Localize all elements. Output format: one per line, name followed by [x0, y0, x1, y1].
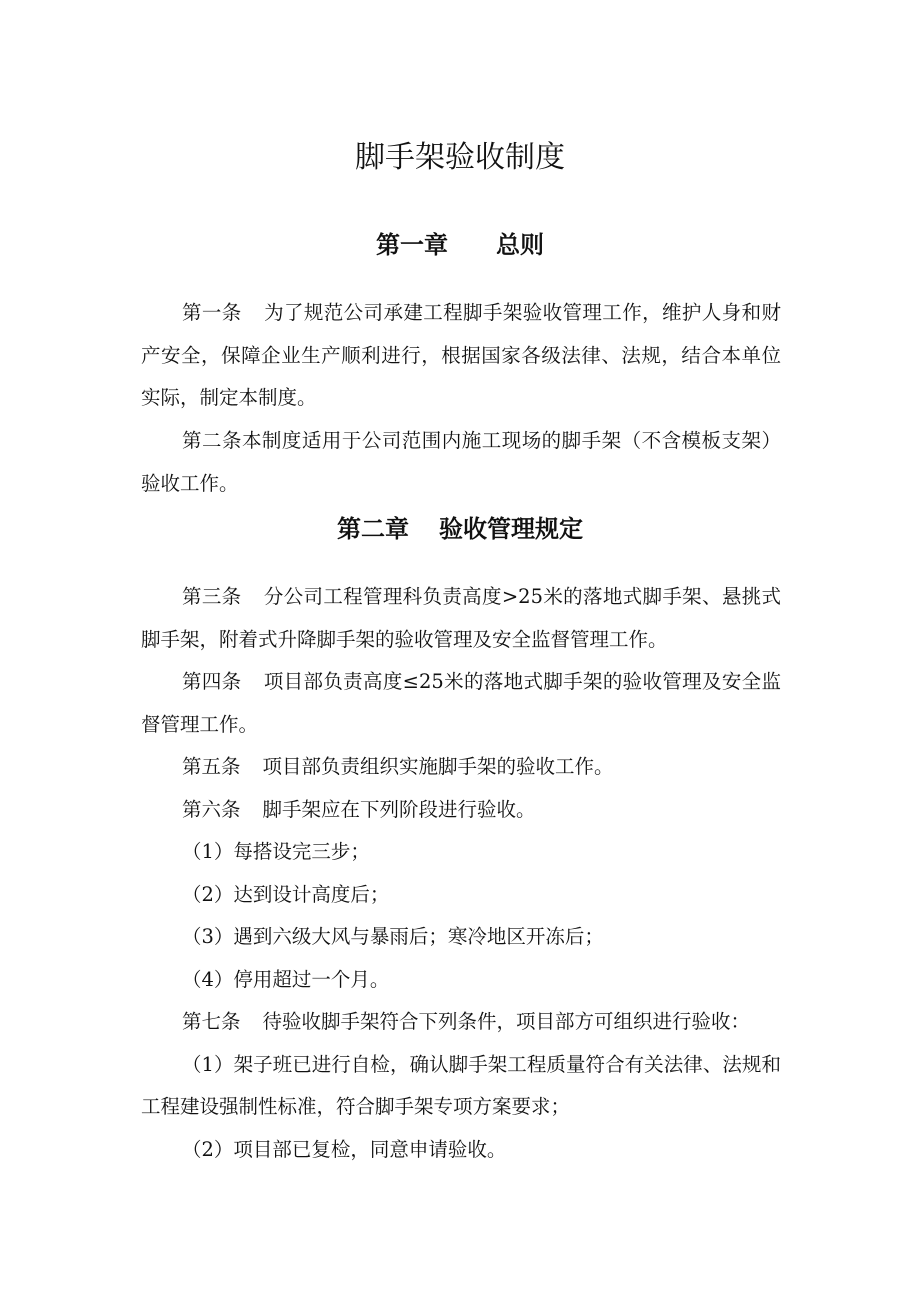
- article-6-item: （4）停用超过一个月。: [182, 967, 390, 991]
- chapter-1-heading: [0, 228, 920, 262]
- article-7: [141, 1001, 781, 1044]
- article-5-label: 第五条: [182, 755, 241, 778]
- article-2: 第二条本制度适用于公司范围内施工现场的脚手架（不含模板支架）验收工作。: [141, 429, 781, 495]
- article-7-label: 第七条: [182, 1010, 241, 1033]
- article-4-text: 项目部负责高度≤25米的落地式脚手架的验收管理及安全监督管理工作。: [141, 670, 781, 736]
- article-7-text: 待验收脚手架符合下列条件，项目部方可组织进行验收：: [262, 1010, 751, 1033]
- article-1: [141, 292, 781, 420]
- article-6-item: （2）达到设计高度后；: [182, 882, 390, 906]
- article-6-label: 第六条: [182, 797, 241, 821]
- article-3: [141, 576, 781, 661]
- article-5-text: 项目部负责组织实施脚手架的验收工作。: [262, 755, 614, 778]
- document-title: 脚手架验收制度: [355, 140, 565, 175]
- article-3-text: 分公司工程管理科负责高度>25米的落地式脚手架、悬挑式脚手架，附着式升降脚手架的验收管理及安全监督管理工作。: [141, 585, 781, 651]
- chapter-2-name: 验收管理规定: [439, 514, 583, 543]
- article-1-text: 为了规范公司承建工程脚手架验收管理工作，维护人身和财产安全，保障企业生产顺利进行，根据国家各级法律、法规，结合本单位实际，制定本制度。: [141, 301, 781, 409]
- chapter-1-body: [141, 292, 781, 420]
- article-6-text: 脚手架应在下列阶段进行验收。: [262, 797, 536, 821]
- article-4-label: 第四条: [182, 670, 242, 693]
- chapter-1-body-2: [141, 420, 781, 505]
- article-3-label: 第三条: [182, 585, 242, 608]
- chapter-2-number: 第二章: [337, 514, 409, 543]
- chapter-2-heading: [0, 512, 920, 546]
- article-4: [141, 661, 781, 746]
- article-6-item: （3）遇到六级大风与暴雨后；寒冷地区开冻后；: [182, 925, 604, 948]
- chapter-1-number: 第一章: [376, 230, 448, 259]
- article-6-item: （1）每搭设完三步；: [182, 840, 370, 863]
- article-1-label: 第一条: [182, 301, 242, 324]
- article-6: [141, 789, 781, 832]
- article-5: [141, 746, 781, 789]
- chapter-2-body: [141, 576, 781, 1171]
- chapter-1-name: 总则: [496, 230, 544, 259]
- article-7-item: （2）项目部已复检，同意申请验收。: [182, 1137, 507, 1161]
- article-7-item: （1）架子班已进行自检，确认脚手架工程质量符合有关法律、法规和工程建设强制性标准，符合脚手架专项方案要求；: [141, 1052, 781, 1118]
